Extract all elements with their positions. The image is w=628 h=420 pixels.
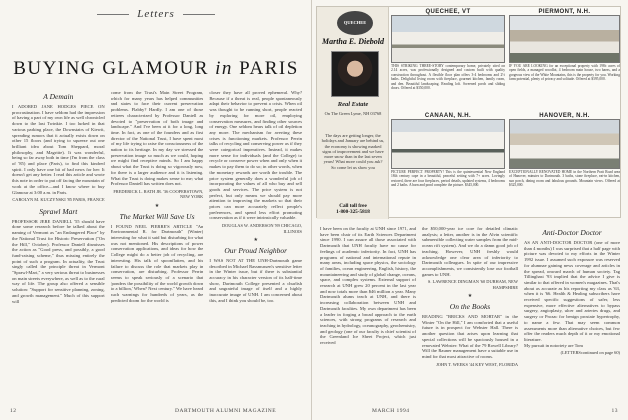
page-number: 13 xyxy=(611,408,618,414)
listing-place: QUECHEE, VT xyxy=(425,9,471,15)
right-page xyxy=(312,0,628,420)
house-photo xyxy=(509,119,620,169)
issue-month: MARCH 1994 xyxy=(372,408,410,414)
divider-star-icon: ★ xyxy=(467,294,473,300)
ad-blurb: The days are getting longer, the holidays and January are behind us, the economy is showing marked signs of improvement and we have more snow than in the last seven years! What more could you ask? So come let us show you xyxy=(321,133,385,170)
letter-body: come from the Trust's Main Street Program, which for many years has helped communities and states to face their current preservation problems. Flabby? Hardly. I am one of those retirees characterized by Professor Daniell as devoted to "preservation of both image and landscape." And I've been at it for a long, long time. In fact, as one of the founders and as first director of the National Trust, I have spent most of my life trying to raise the consciousness of the nation to its heritage. In my day we stressed the preservation image so much as we could, hoping we might find receptive minds. So I am happy about what the Trust is doing so vigorously now, for there is a larger audience and it is listening. What the Trust is doing makes sense to me; what Professor Daniell has written does not. xyxy=(110,90,204,187)
letters-column-3 xyxy=(209,90,302,390)
letter-body: I have been on the faculty at UNH since 1971, and have been chair of its Earth Sciences Department since 1990. I can assure all those associated with Dartmouth that UNH faculty have no cause for feelings of academic inferiority. In fact, UNH has programs of national and international repute in many areas, including space physics, the sociology of families, ocean engineering, English, history, the mountaineering and study of global change, oceans, space, and complex systems. External support of research at UNH grew 20 percent in the last year and now totals more than $46 million a year. Many Dartmouth alums teach at UNH, and there is increasing collaboration between UNH and Dartmouth faculties. My own department has been a leader in forging a broad approach to the earth sciences, with strong programs of research and teaching in hydrology, oceanography, geochemistry, and geology (one of our faculty is chief scientist of the Greenland Ice Sheet Project, which just received xyxy=(320,226,416,346)
letter-signature: JOHN T. WEEKS '44 KEY WEST, FLORIDA xyxy=(436,361,518,367)
letter-body: the $50,000-year ice core for detailed climatic analysis; a letter, another is in the Alvin scientific submersible collecting water samples from the mid-ocean rift system). And we do a damn good job of teaching. However, UNH freshly would acknowledge one clear area of inferiority to Dartmouth colleagues. In spite of our impressive accomplishments, we consistently lose our football games to UNH. xyxy=(422,226,518,277)
letters-column-2 xyxy=(111,90,204,390)
listing-place: CANAAN, N.H. xyxy=(424,113,472,119)
letter-signature: FREDERICK L. RATH JR. '36 COOPERSTOWN, NEW YORK xyxy=(113,188,204,200)
listing-description: THIS STRIKING THREE-STORY contemporary home, privately sited on 2.14 acres, was professionally designed and custom built with quality construction throughout. A flexible floor plan offers 3-4 bedrooms and 2½ baths. Delightful living room with fireplace, gourmet kitchen, family room, and den. Beautiful landscaping. Reading loft. Screened porch and sliding doors. Offered at $350,000. xyxy=(391,64,505,91)
letter-body: PROFESSOR JERE DANIELL '55 should have done some research before he talked about the naming of Vermont as "an Endangered Place" by the National Trust for Historic Preservation ("On the Hill," October). Professor Daniell dismisses the action as "Good press, and possibly, a good fund-raising scheme," thus missing entirely the point of such a program. In actuality, the Trust singly called the principle threat in Vermont "Sprawl-Mart," a very serious threat to businesses on main streets everywhere, as well as to the rural way of life. The group also offered a sensible solution: "Support for sensitive planning, zoning, and growth management." Much of this support will xyxy=(12,218,105,304)
realtor-name: Martha E. Diebold xyxy=(321,37,384,46)
letter-heading: The Market Will Save Us xyxy=(119,211,195,221)
title-place: PARIS xyxy=(239,58,299,79)
badge-text: QUECHEE xyxy=(343,20,367,25)
letter-body: I FOUND NEEL PIERRE'S ARTICLE "An Environmental R. for Dartmouth" (Winter) interesting for what it said but disturbing for what was not mentioned. His descriptions of power conservation applications, and ideas for how the College might do a better job of recycling, are interesting. His talk of spoonflatten, and his failure to discuss the role that markets play in conservation, are disturbing. Professor Perrin seems to speak seriously of a scenario that 'ponders the possibility of the world growth down to a billion,' When? Next century." We have heard such warnings for hundreds of years, as the predicted doom for the world is xyxy=(110,223,204,303)
phone-number: 1-800-325-5818 xyxy=(336,209,370,215)
continued-note: (LETTERScontinued on page 60) xyxy=(560,350,620,356)
letters-column-6 xyxy=(524,226,620,402)
listing-description: PICTURE PERFECT PROPERTY! This is the quintessential New England 18th century cape in a beautiful, peaceful setting with 7+ acres. Lovingly restored, there are four fireplaces, period details, updated systems, 4 bedrooms and 2 baths. A barn and pond complete the picture. $345,000. xyxy=(391,170,505,188)
letter-signature: DOUGLAS W. ANDERSON '89 CHICAGO, ILLINOIS xyxy=(221,223,303,234)
letter-body: AS AN ANTI-DOCTOR DOCTOR (one of more than 4 months) I was surprised that a half page with picture was devoted to my efforts in the Winter 1992 issue. I assumed such exposure was reserved for alumnae gaining news coverage and articles in the spread, onward march of human society. Tag Tillinghast '93 implied that the advice I give is similar to that offered in women's magazines. That's about as accurate as his reporting my class as '63, when it is '66. Health & Healing subscribers have received specific suggestions of safer, less expensive, more effective alternatives to bypass surgery, angioplasty, ulcer and arteries drugs, and surgery or Prozac for benign prostate hypertrophy, to name a few. That may seem common assessments more than alternative choices, but few offer the readers much depth of it or my emotional literature. xyxy=(524,240,620,342)
realtor-portrait xyxy=(331,51,379,97)
letter-signature: CAROLYN M. KUCZYNSKI '85 PARIS, FRANCE xyxy=(12,197,105,203)
letter-heading: A Demain xyxy=(43,92,74,101)
listing-description: EXCEPTIONALLY RENOVATED HOME in the Northern Pratt Road area of Hanover, minutes to Dartmouth. 3 baths, stone fireplace, eat-in kitchen, sun porch, dining room and fabulous grounds. Mountain views. Offered at $325,000. xyxy=(509,170,620,188)
letters-column-5 xyxy=(422,226,518,402)
call-free-block xyxy=(321,203,385,215)
listing-quechee xyxy=(391,9,505,90)
letters-columns xyxy=(12,90,302,390)
listing-canaan xyxy=(391,113,505,188)
magazine-name: DARTMOUTH ALUMNI MAGAZINE xyxy=(175,408,277,414)
divider-star-icon: ★ xyxy=(154,203,160,209)
listing-place: HANOVER, N.H. xyxy=(539,113,590,119)
ad-realtor-panel xyxy=(317,7,389,219)
letter-heading: On the Books xyxy=(449,302,491,312)
title-main: BUYING GLAMOUR xyxy=(13,58,209,79)
listing-hanover xyxy=(509,113,620,188)
letters-columns-right xyxy=(320,226,620,402)
letter-body: READING "BRICKS AND MORTAR" in the Winter "On the Hill," I am comforted that a useful future is in prospect for Webster Hall. There is another question that arises upon learning that special collections will be spaciously housed in a renovated Webster: What of the 79 Rowell Library? Will the Rauner management have a suitable use in mind for that most attractive of rooms. xyxy=(422,314,518,359)
page-number: 12 xyxy=(10,408,17,414)
section-label-text: Letters xyxy=(137,8,175,20)
letters-column-4 xyxy=(320,226,416,402)
listing-place: PIERMONT, N.H. xyxy=(538,9,591,15)
realtor-badge-icon xyxy=(337,11,373,35)
house-photo xyxy=(391,119,505,169)
letter-body: I ADORED JANE HODGES PIECE ON procrastination. I have seldom had the impression of having a part of my own life as well chronicled down to the last Twinkie. I too lurked in that various parking place, the Downstairs of Kiewit, spreading rumors that it actually exists down on other 15 floors (and trying to squeeze out one brilliant idea about Tom Sheppard, moral philosophy, and Magritte). It was wonderful, being so far away both in time (I'm from the class of '85) and place (Paris), to find this kindred spirit. I only have one bit of bad news for her: It doesn't get any better. I read this article and wrote this note in order to put off facing the mountain of work at the office—and I know where to buy Glamour at 3:00 a.m. in Paris. xyxy=(12,104,105,195)
real-estate-ad xyxy=(316,6,621,218)
letter-body: My pursuit in notoriety are Tom xyxy=(524,342,583,348)
letter-body: I WAS NOT AT THE UNH-Dartmouth game described in Michael Rassmussen's sensitive letter in the Winter issue, but if there is substantial accuracy in his character version of its half-time show, Dartmouth College presented a churlish and ungrateful image of itself and a highly inaccurate image of UNH. I am concerned about this, and I think you should be, too. xyxy=(209,257,303,303)
letter-body: closer they have all proved ephemeral. Why? Because if a threat is real, people spontaneously adapt their behavior to prevent a crisis. When oil was thought to be running short, people reacted by exploring for more oil, employing conservation measures, and finding other sources of energy. One seldom hears talk of oil depletion any more. The mechanism for averting these crises is functioning markets. Professor Perrin talks of recycling and conserving power as if they were categorical imperatives. Instead, it makes more sense for individuals (and the College) to recycle or conserve power when and only when it makes to pay them to do so; in other words, when the monetary rewards are worth the trouble. The price system generally does a wonderful job of incorporating the values of all who buy and sell goods and services. The price system is not perfect, but only means we should pay more attention to improving the markets so that their prices can more accurately reflect people's preferences, and spend less effort promoting conservation as if it were intrinsically valuable. xyxy=(209,90,303,221)
left-page xyxy=(0,0,312,420)
listing-description: IF YOU ARE LOOKING for an exceptional property with 198± acres of open fields, a managed woodlot, 4 bedroom main house, two barns, and a gorgeous view of the White Mountains, this is the property for you. Working farm potential, plenty of privacy and solitude. Offered at $395,000. xyxy=(509,64,620,82)
listing-piermont xyxy=(509,9,620,82)
letter-heading: Anti-Doctor Doctor xyxy=(542,228,602,237)
letter-signature: S. LAWRENCE DINGMAN '60 DURHAM, NEW HAMPSHIRE xyxy=(427,279,518,290)
title-in: in xyxy=(215,58,233,79)
letter-heading: Our Proud Neighbor xyxy=(224,245,287,255)
house-photo xyxy=(509,15,620,63)
section-label xyxy=(0,8,312,20)
call-label: Call toll free xyxy=(339,203,367,209)
real-estate-label: Real Estate xyxy=(337,101,369,108)
article-title xyxy=(0,58,312,80)
letters-column-1 xyxy=(12,90,105,390)
divider-star-icon: ★ xyxy=(253,238,258,244)
realtor-address: On The Green Lyme, NH 03768 xyxy=(324,111,382,116)
letter-heading: Sprawl Mart xyxy=(39,206,78,216)
house-photo xyxy=(391,15,505,63)
